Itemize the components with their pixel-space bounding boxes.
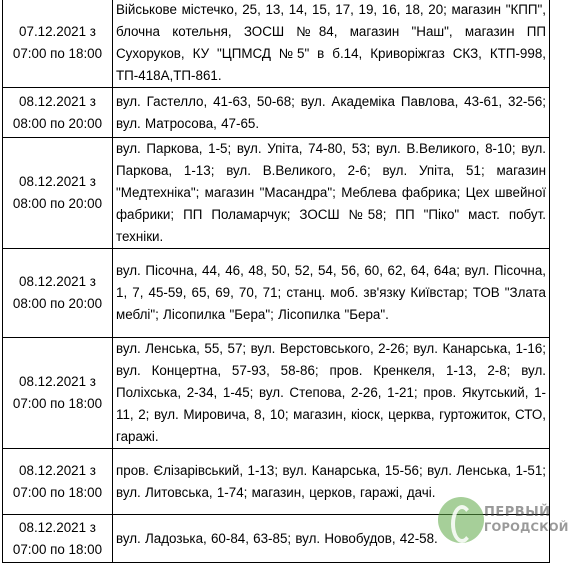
time-range: 08:00 по 20:00 [12, 115, 103, 131]
date-time-cell [3, 449, 113, 515]
addresses-cell: вул. Гастелло, 41-63, 50-68; вул. Академіка Павлова, 43-61, 32-56; вул. Матросова, 47-65. [113, 88, 550, 138]
logo-line-1: ПЕРВЫЙ [484, 505, 551, 520]
table-row [3, 0, 550, 88]
table-row [3, 449, 550, 515]
addresses-cell: Військове містечко, 25, 13, 14, 15, 17, 19, 16, 18, 20; магазин "КПП", блочна котельня, ЗОСШ №84, магазин "Наш", магазин ПП Сухоруков, КУ "ЦПМСД №5" в б.14, Криворіжгаз СКЗ, КТП-998, ТП-418А,ТП-861. [113, 0, 550, 88]
date-time-cell [3, 515, 113, 563]
date: 08.12.2021 з [19, 93, 96, 109]
date: 08.12.2021 з [19, 462, 96, 478]
time-range: 08:00 по 20:00 [12, 296, 103, 311]
date: 08.12.2021 з [19, 374, 96, 389]
logo-line-2: ГОРОДСКОЙ [484, 520, 569, 534]
addresses-cell: пров. Єлізарівський, 1-13; вул. Канарська, 15-56; вул. Ленська, 1-51; вул. Литовська, 1-74; магазин, церков, гаражі, дачі. [113, 449, 550, 515]
table-row [3, 88, 550, 138]
table-row [3, 515, 550, 563]
time-range: 08:00 по 20:00 [12, 196, 103, 211]
date-time-cell [3, 338, 113, 449]
addresses-cell: вул. Пісочна, 44, 46, 48, 50, 52, 54, 56, 60, 62, 64, 64а; вул. Пісочна, 1, 7, 45-59, 65, 69, 70, 71; станц. моб. зв'язку Київстар; ТОВ "Злата меблі"; Лісопилка "Бера"; Лісопилка "Бера". [113, 249, 550, 338]
table-row [3, 338, 550, 449]
addresses-cell: вул. Ладозька, 60-84, 63-85; вул. Новобудов, 42-58. [113, 515, 550, 563]
date-time-cell [3, 249, 113, 338]
date-time-cell [3, 138, 113, 249]
time-range: 07:00 по 18:00 [12, 541, 103, 557]
time-range: 07:00 по 18:00 [12, 484, 103, 500]
date: 08.12.2021 з [19, 519, 96, 535]
table-row [3, 249, 550, 338]
date: 08.12.2021 з [19, 174, 96, 189]
time-range: 07:00 по 18:00 [12, 396, 103, 411]
table-row [3, 138, 550, 249]
time-range: 07:00 по 18:00 [12, 46, 103, 61]
addresses-cell: вул. Паркова, 1-5; вул. Упіта, 74-80, 53; вул. В.Великого, 8-10; вул. Паркова, 1-13; вул. В.Великого, 2-6; вул. Упіта, 51; магазин "Медтехніка"; магазин "Масандра"; Меблева фабрика; Цех швейної фабрики; ПП Поламарчук; ЗОСШ №58; ПП "Піко" маст. побут. техніки. [113, 138, 550, 249]
addresses-cell: вул. Ленська, 55, 57; вул. Верстовського, 2-26; вул. Канарська, 1-16; вул. Концертна, 57-93, 58-86; пров. Кренкеля, 1-13, 2-8; вул. Поліхська, 2-34, 1-45; вул. Степова, 2-26, 1-21; пров. Якутський, 1-11, 2; вул. Мировича, 8, 10; магазин, кіоск, церква, гуртожиток, СТО, гаражі. [113, 338, 550, 449]
date-time-cell [3, 88, 113, 138]
date: 07.12.2021 з [19, 24, 96, 39]
date-time-cell [3, 0, 113, 88]
date: 08.12.2021 з [19, 274, 96, 289]
outage-schedule-table [2, 0, 550, 563]
